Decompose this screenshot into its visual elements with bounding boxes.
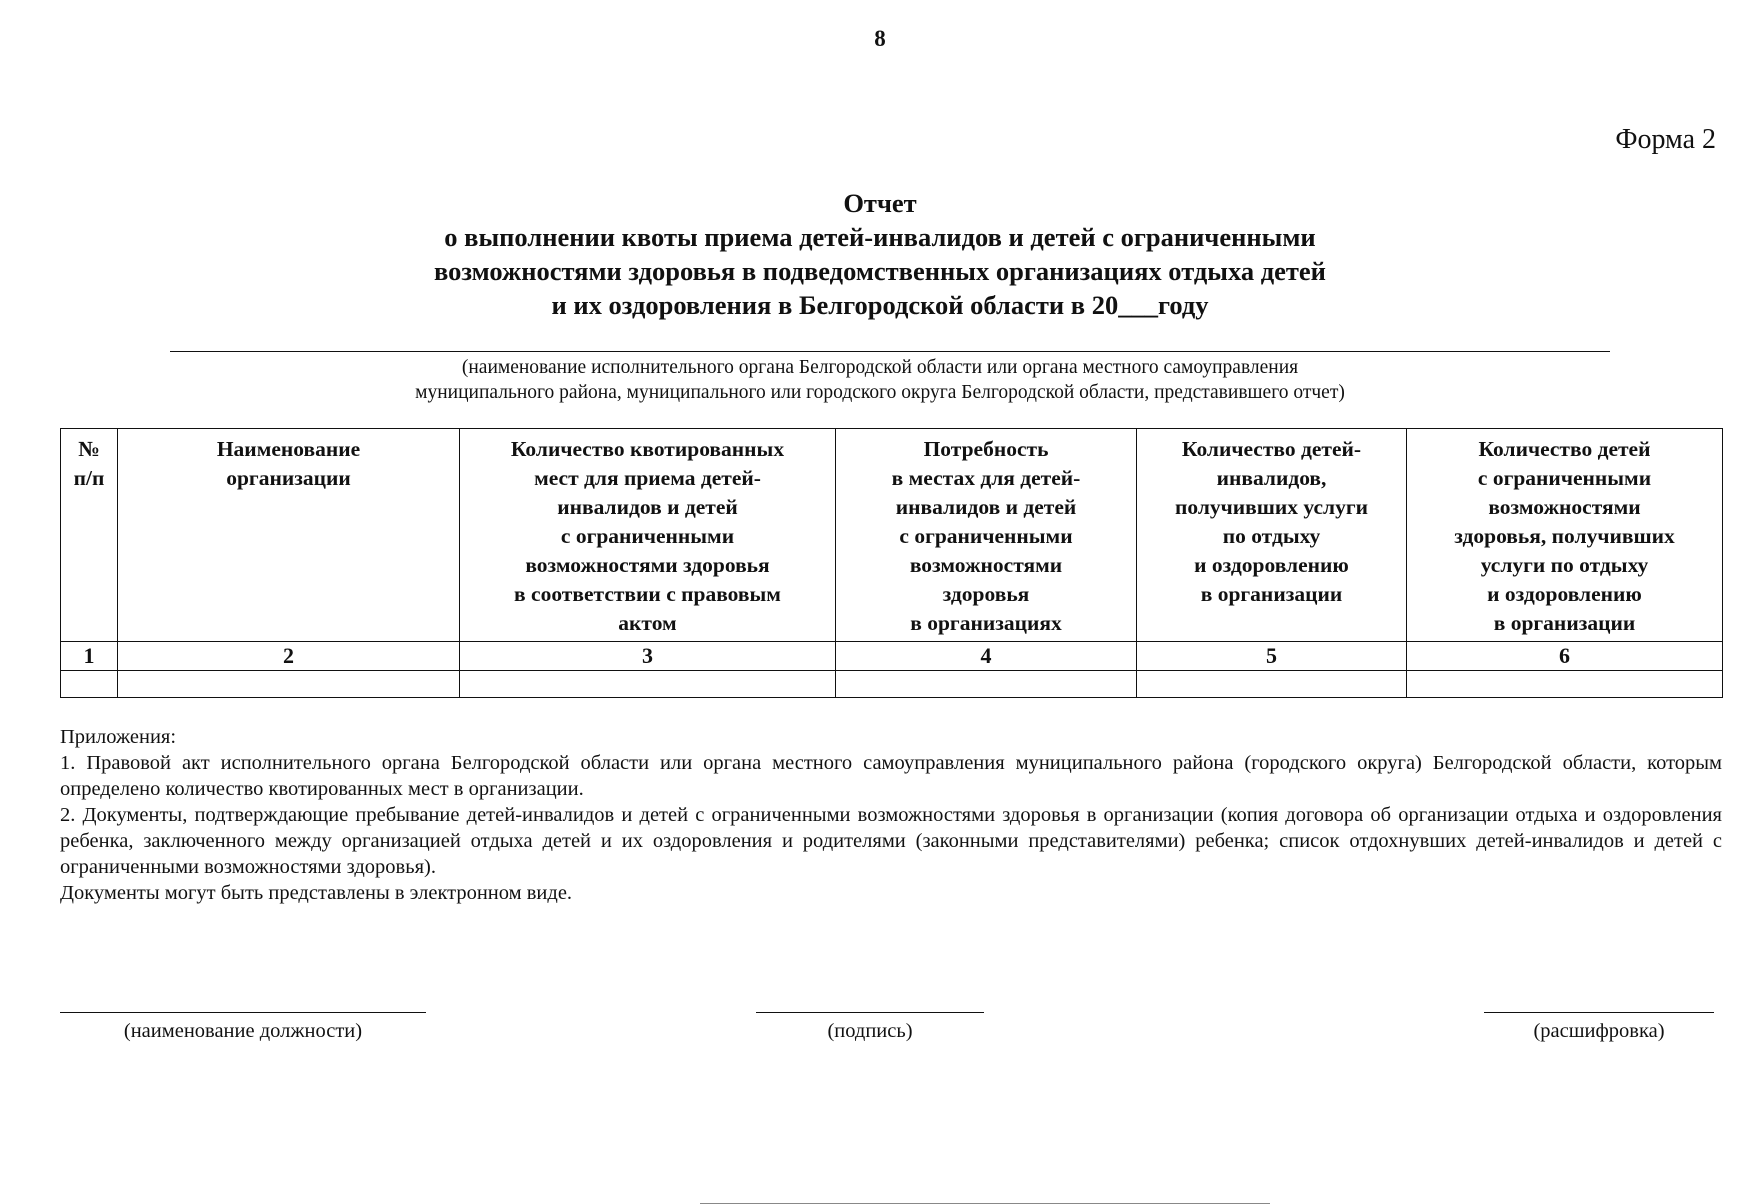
column-number: 6 (1407, 642, 1723, 671)
column-number-row (61, 642, 1723, 671)
signature-caption: (подпись) (827, 1020, 913, 1042)
header-cell-quota-places: Количество квотированных мест для приема детей- инвалидов и детей с ограниченными возможностями здоровья в соответствии с правовым актом (460, 429, 836, 642)
table-cell[interactable] (836, 671, 1137, 698)
title-line: и их оздоровления в Белгородской области в 20___году (551, 290, 1209, 320)
organization-caption (0, 355, 1760, 405)
caption-line: (наименование исполнительного органа Белгородской области или органа местного самоуправления (461, 357, 1299, 378)
table-cell[interactable] (1407, 671, 1723, 698)
appendix-item: 2. Документы, подтверждающие пребывание детей-инвалидов и детей с ограниченными возможностями здоровья в организации (копия договора об организации отдыха и оздоровления ребенка, заключенного между организацией отдыха детей и их оздоровления и родителями (законными представителями) ребенка; список отдохнувших детей-инвалидов и детей с ограниченными возможностями здоровья). (60, 804, 1722, 878)
table-cell[interactable] (118, 671, 460, 698)
decoding-caption: (расшифровка) (1533, 1020, 1665, 1042)
report-title (0, 186, 1760, 322)
header-row (61, 429, 1723, 642)
position-signature-line (60, 1012, 426, 1013)
caption-line: муниципального района, муниципального или городского округа Белгородской области, представившего отчет) (415, 382, 1345, 403)
column-number: 3 (460, 642, 836, 671)
header-cell-number: № п/п (61, 429, 118, 642)
column-number: 1 (61, 642, 118, 671)
header-cell-limited-health-children: Количество детей с ограниченными возможностями здоровья, получивших услуги по отдыху и оздоровлению в организации (1407, 429, 1723, 642)
column-number: 2 (118, 642, 460, 671)
report-table (60, 428, 1723, 698)
title-line: возможностями здоровья в подведомственных организациях отдыха детей (434, 256, 1326, 286)
organization-name-line (170, 351, 1610, 352)
appendix-item: 1. Правовой акт исполнительного органа Белгородской области или органа местного самоуправления муниципального района (городского округа) Белгородской области, которым определено количество квотированных мест в организации. (60, 752, 1722, 800)
table-row (61, 671, 1723, 698)
column-number: 4 (836, 642, 1137, 671)
table-cell[interactable] (1137, 671, 1407, 698)
title-line: о выполнении квоты приема детей-инвалидов и детей с ограниченными (444, 222, 1316, 252)
header-cell-disabled-children: Количество детей- инвалидов, получивших услуги по отдыху и оздоровлению в организации (1137, 429, 1407, 642)
header-cell-organization: Наименование организации (118, 429, 460, 642)
page-number: 8 (874, 26, 886, 51)
table-cell[interactable] (61, 671, 118, 698)
header-cell-demand: Потребность в местах для детей- инвалидов и детей с ограниченными возможностями здоровья в организациях (836, 429, 1137, 642)
appendix-note: Документы могут быть представлены в электронном виде. (60, 882, 573, 904)
column-number: 5 (1137, 642, 1407, 671)
appendix-heading: Приложения: (60, 726, 177, 748)
position-caption: (наименование должности) (123, 1020, 363, 1042)
table-cell[interactable] (460, 671, 836, 698)
signature-line (756, 1012, 984, 1013)
title-line: Отчет (843, 188, 917, 218)
appendix-section (60, 724, 1722, 906)
decoding-signature-line (1484, 1012, 1714, 1013)
form-label: Форма 2 (1615, 124, 1716, 155)
